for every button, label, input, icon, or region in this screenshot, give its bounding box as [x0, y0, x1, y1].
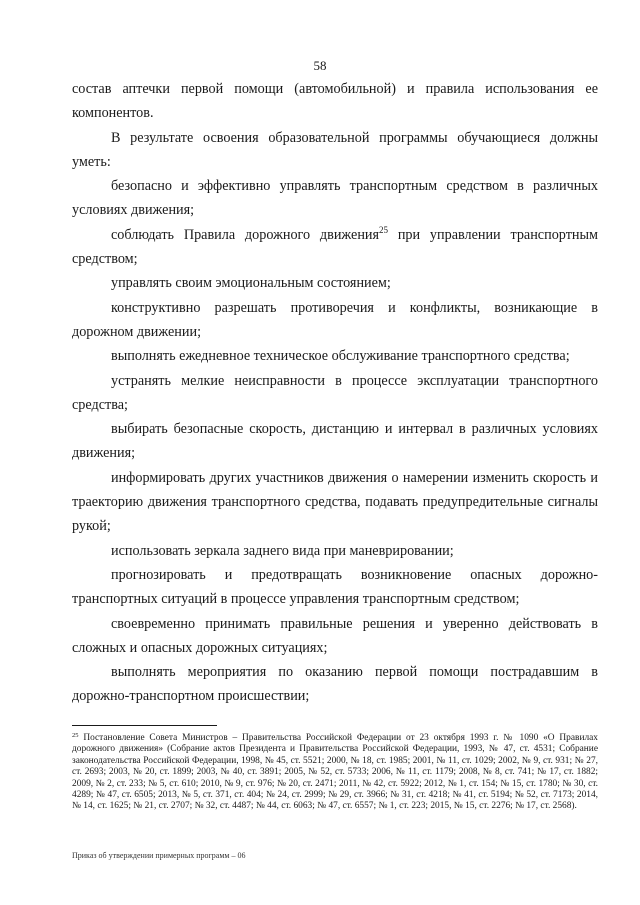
paragraph-text-end: при управлении транспортным средством; — [72, 226, 598, 268]
paragraph: конструктивно разрешать противоречия и конфликты, возникающие в дорожном движении; — [72, 299, 598, 340]
paragraph: использовать зеркала заднего вида при маневрировании; — [111, 542, 454, 559]
paragraph: В результате освоения образовательной программы обучающиеся должны уметь: — [72, 129, 598, 170]
paragraph: выполнять мероприятия по оказанию первой помощи пострадавшим в дорожно-транспортном происшествии; — [72, 664, 598, 705]
page-number: 58 — [313, 58, 327, 73]
paragraph: выполнять ежедневное техническое обслуживание транспортного средства; — [111, 348, 570, 365]
paragraph: устранять мелкие неисправности в процессе эксплуатации транспортного средства; — [72, 372, 598, 413]
footnote-marker: 25 — [72, 732, 79, 739]
paragraph: выбирать безопасные скорость, дистанцию и интервал в различных условиях движения; — [72, 421, 598, 462]
footnote-text: Постановление Совета Министров – Правительства Российской Федерации от 23 октября 1993 г. № 1090 «О Правилах дорожного движения» (Собрание актов Президента и Правительства Российской Федерации, 1993, № 47, ст. 4531; Собрание законодательства Российской Федерации, 1998, № 45, ст. 5521; 2000, № 18, ст. 1985; 2001, № 11, ст. 1029; 2002, № 9, ст. 931; № 27, ст. 2693; 2003, № 20, ст. 1899; 2003, № 40, ст. 3891; 2005, № 52, ст. 5733; 2006, № 11, ст. 1179; 2008, № 8, ст. 741; № 17, ст. 1882; 2009, № 2, ст. 233; № 5, ст. 610; 2010, № 9, ст. 976; № 20, ст. 2471; 2011, № 42, ст. 5922; 2012, № 1, ст. 154; № 15, ст. 1780; № 30, ст. 4289; № 47, ст. 6505; 2013, № 5, ст. 371, ст. 404; № 24, ст. 2999; № 29, ст. 3966; № 31, ст. 4218; № 41, ст. 5194; № 52, ст. 7173; 2014, № 14, ст. 1625; № 21, ст. 2707; № 32, ст. 4487; № 44, ст. 6063; № 47, ст. 6557; № 1, ст. 223; 2015, № 15, ст. 2276; № 17, ст. 2568). — [72, 733, 598, 812]
paragraph: прогнозировать и предотвращать возникновение опасных дорожно-транспортных ситуаций в процессе управления транспортным средством; — [72, 566, 598, 608]
footnote — [72, 733, 598, 813]
paragraph-text-start: соблюдать Правила дорожного движения — [111, 226, 380, 243]
paragraph: безопасно и эффективно управлять транспортным средством в различных условиях движения; — [72, 178, 598, 219]
paragraph: своевременно принимать правильные решения и уверенно действовать в сложных и опасных дорожных ситуациях; — [72, 615, 598, 656]
page-footer: Приказ об утверждении примерных программ – 06 — [72, 851, 246, 860]
paragraph-with-footnote-ref — [72, 223, 598, 272]
footnote-reference[interactable]: 25 — [379, 224, 389, 235]
paragraph: состав аптечки первой помощи (автомобильной) и правила использования ее компонентов. — [72, 81, 598, 122]
main-text — [72, 77, 598, 709]
paragraph: управлять своим эмоциональным состоянием; — [111, 275, 391, 292]
paragraph: информировать других участников движения о намерении изменить скорость и траекторию движения транспортного средства, подавать предупредительные сигналы рукой; — [72, 469, 598, 535]
footnote-separator — [72, 725, 217, 726]
